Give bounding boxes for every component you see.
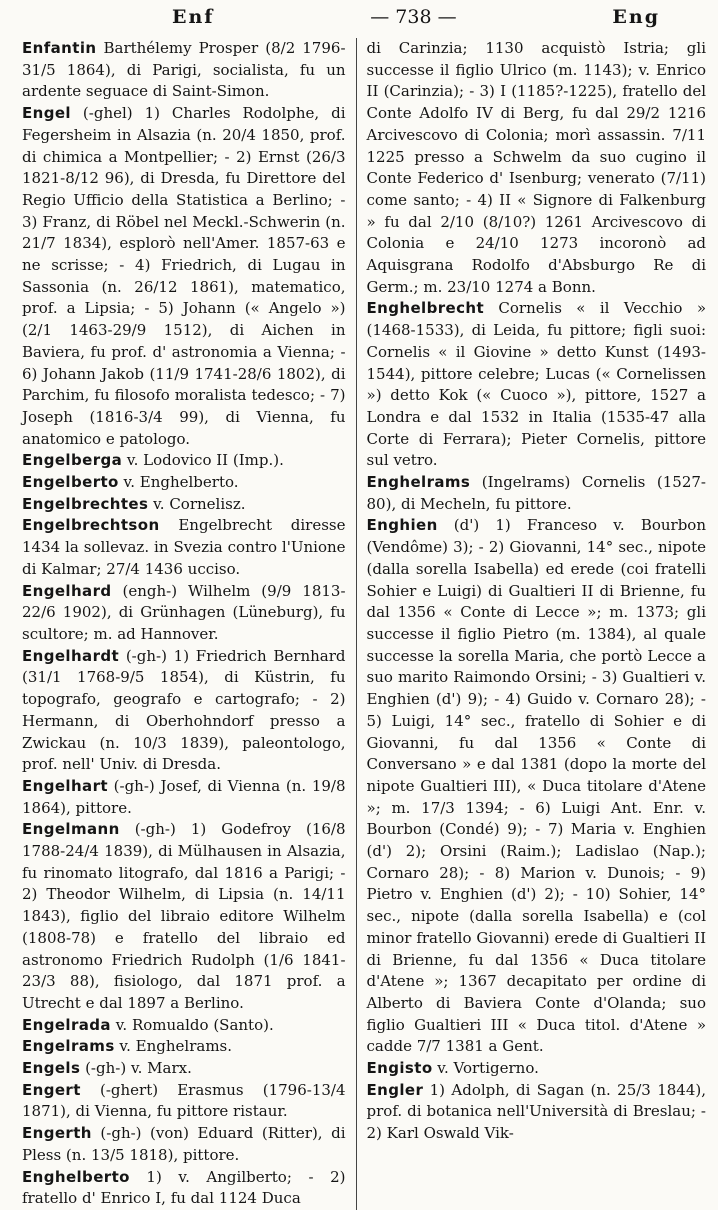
entry-text: (d') 1) Franceso v. Bourbon (Vendôme) 3); - 2) Giovanni, 14° sec., nipote (dalla sorella Isabella) ed erede (coi fratelli Sohier e Luigi) di Gualtieri II di Brienne, fu dal 1356 « Conte di Lecce »; m. 1373; gli successe il figlio Pietro (m. 1384), al quale successe la sorella Maria, che portò Lecce a suo marito Raimondo Orsini; - 3) Gualtieri v. Enghien (d') 9); - 4) Guido v. Cornaro 28); - 5) Luigi, 14° sec., fratello di Sohier e di Giovanni, fu dal 1356 « Conte di Conversano » e dal 1381 (dopo la morte del nipote Gualtieri III), « Duca titolare d'Atene »; m. 17/3 1394; - 6) Luigi Ant. Enr. v. Bourbon (Condé) 9); - 7) Maria v. Enghien (d') 2); Orsini (Raim.); Ladislao (Nap.); Cornaro 28); - 8) Marion v. Dunois; - 9) Pietro v. Enghien (d') 2); - 10) Sohier, 14° sec., nipote (dalla sorella Isabella) e (col minor fratello Giovanni) erede di Gualtieri II di Brienne, fu dal 1356 « Duca titolare d'Atene »; 1367 decapitato per ordine di Alberto di Baviera Conte d'Olanda; suo figlio Gualtieri III « Duca titol. d'Atene » cadde 7/7 1381 a Gent.: [366, 516, 706, 1056]
entry-text: (-gh-) 1) Friedrich Bernhard (31/1 1768-9/5 1854), di Küstrin, fu topografo, geografo e cartografo; - 2) Hermann, di Oberhohndorf presso a Zwickau (n. 10/3 1839), paleontologo, prof. nell' Univ. di Dresda.: [22, 646, 346, 774]
entry-headword: Engler: [366, 1080, 424, 1099]
dictionary-entry: [22, 1123, 346, 1166]
entry-headword: Engelhard: [22, 581, 112, 600]
dictionary-entry: [22, 819, 346, 1014]
entry-text: (-gh-) Josef, di Vienna (n. 19/8 1864), pittore.: [22, 776, 346, 817]
dictionary-entry: [367, 515, 706, 1058]
dictionary-entry: [22, 38, 346, 103]
entry-text: v. Romualdo (Santo).: [110, 1015, 274, 1034]
entry-headword: Engert: [22, 1080, 81, 1099]
dictionary-entry: [22, 1167, 346, 1210]
entry-headword: Engelberga: [22, 451, 123, 470]
entry-text: Barthélemy Prosper (8/2 1796-31/5 1864), di Parigi, socialista, fu un ardente seguace di Saint-Simon.: [22, 39, 346, 101]
entry-text: v. Vortigerno.: [432, 1059, 539, 1078]
entry-text: v. Cornelisz.: [148, 494, 246, 513]
entry-headword: Engelbrechtes: [22, 494, 149, 513]
dictionary-entry: [22, 1080, 346, 1123]
entry-headword: Engerth: [22, 1124, 92, 1143]
entry-headword: Enghelberto: [22, 1167, 130, 1186]
header-right-guide-word: Eng: [612, 6, 660, 28]
dictionary-entry: [22, 776, 346, 819]
entry-text: 1) Adolph, di Sagan (n. 25/3 1844), prof. di botanica nell'Università di Breslau; - 2) Karl Oswald Vik-: [366, 1080, 706, 1143]
dictionary-entry: [22, 103, 346, 450]
dictionary-entry: [367, 298, 706, 472]
entry-text: (-gh-) v. Marx.: [80, 1059, 192, 1078]
entry-text: v. Enghelberto.: [118, 473, 239, 492]
dictionary-entry: [367, 472, 706, 515]
entry-text: Cornelis « il Vecchio » (1468-1533), di Leida, fu pittore; figli suoi: Cornelis « il Giovine » detto Kunst (1493-1544), pittore celebre; Lucas (« Cornelissen ») detto Kok (« Cuoco »), pittore, 1527 a Londra e dal 1532 in Italia (1535-47 alla Corte di Ferrara); Pieter Cornelis, pittore sul vetro.: [366, 299, 706, 470]
entry-text: 1) v. Angilberto; - 2) fratello d' Enrico I, fu dal 1124 Duca: [22, 1167, 346, 1208]
entry-text: (-ghel) 1) Charles Rodolphe, di Fegersheim in Alsazia (n. 20/4 1850, prof. di chimica a Montpellier; - 2) Ernst (26/3 1821-8/12 96), di Dresda, fu Direttore del Regio Ufficio della Statistica a Berlino; - 3) Franz, di Röbel nel Meckl.-Schwerin (n. 21/7 1834), esplorò nell'Amer. 1857-63 e ne scrisse; - 4) Friedrich, di Lugau in Sassonia (n. 26/12 1861), matematico, prof. a Lipsia; - 5) Johann (« Angelo ») (2/1 1463-29/9 1512), di Aichen in Baviera, fu prof. d' astronomia a Vienna; - 6) Johann Jakob (11/9 1741-28/6 1802), di Parchim, fu filosofo moralista tedesco; - 7) Joseph (1816-3/4 99), di Vienna, fu anatomico e patologo.: [22, 104, 346, 448]
entry-headword: Engelhardt: [22, 646, 120, 665]
dictionary-entry: [367, 38, 706, 298]
dictionary-entry: [367, 1080, 706, 1145]
entry-text: Engelbrecht diresse 1434 la sollevaz. in Svezia contro l'Unione di Kalmar; 27/4 1436 ucciso.: [22, 516, 346, 578]
dictionary-entry: [22, 494, 346, 516]
dictionary-entry: [22, 472, 346, 494]
entry-text: di Carinzia; 1130 acquistò Istria; gli successe il figlio Ulrico (m. 1143); v. Enrico II (Carinzia); - 3) I (1185?-1225), fratello del Conte Adolfo IV di Berg, fu dal 29/2 1216 Arcivescovo di Colonia; morì assassin. 7/11 1225 presso a Schwelm da suo cugino il Conte Federico d' Isenburg; venerato (7/11) come santo; - 4) II « Signore di Falkenburg » fu dal 2/10 (8/10?) 1261 Arcivescovo di Colonia e 24/10 1273 incoronò ad Aquisgrana Rodolfo d'Absburgo Re di Germ.; m. 23/10 1274 a Bonn.: [366, 39, 706, 296]
dictionary-entry: [22, 450, 346, 472]
entry-text: (-ghert) Erasmus (1796-13/4 1871), di Vienna, fu pittore ristaur.: [22, 1080, 346, 1121]
entry-headword: Enghelbrecht: [366, 299, 485, 318]
entry-headword: Engelrada: [22, 1015, 111, 1034]
entry-text: v. Lodovico II (Imp.).: [122, 451, 284, 470]
dictionary-entry: [22, 1015, 346, 1037]
entry-headword: Engisto: [366, 1059, 433, 1078]
dictionary-entry: [22, 646, 346, 776]
entry-headword: Enfantin: [22, 39, 97, 57]
dictionary-entry: [22, 515, 346, 580]
left-column: [22, 38, 356, 1210]
entry-text: v. Enghelrams.: [114, 1037, 233, 1056]
entry-headword: Engelhart: [22, 776, 108, 795]
right-column: [357, 38, 706, 1210]
entry-headword: Enghelrams: [366, 473, 471, 492]
dictionary-entry: [22, 1036, 346, 1058]
entry-headword: Enghien: [366, 516, 438, 535]
header-left-guide-word: Enf: [172, 6, 215, 28]
entry-headword: Engelrams: [22, 1037, 115, 1056]
entry-headword: Engelberto: [22, 473, 119, 492]
entry-headword: Engel: [22, 104, 71, 123]
entry-headword: Engelmann: [22, 820, 120, 839]
entry-text: (-gh-) (von) Eduard (Ritter), di Pless (n. 13/5 1818), pittore.: [22, 1124, 346, 1164]
entry-headword: Engels: [22, 1059, 81, 1078]
entry-text: (Ingelrams) Cornelis (1527-80), di Mecheln, fu pittore.: [366, 473, 706, 513]
entry-text: (engh-) Wilhelm (9/9 1813-22/6 1902), di Grünhagen (Lüneburg), fu scultore; m. ad Hannover.: [22, 581, 346, 643]
page-number: — 738 —: [370, 6, 457, 28]
dictionary-entry: [367, 1058, 706, 1080]
dictionary-entry: [22, 581, 346, 646]
dictionary-entry: [22, 1058, 346, 1080]
entry-headword: Engelbrechtson: [22, 516, 160, 535]
entry-text: (-gh-) 1) Godefroy (16/8 1788-24/4 1839), di Mülhausen in Alsazia, fu rinomato litografo, dal 1816 a Parigi; - 2) Theodor Wilhelm, di Lipsia (n. 14/11 1843), figlio del libraio editore Wilhelm (1808-78) e fratello del libraio ed astronomo Friedrich Rudolph (1/6 1841-23/3 88), fisiologo, dal 1871 prof. a Utrecht e dal 1897 a Berlino.: [22, 820, 346, 1012]
page-header: [22, 4, 706, 30]
columns: [22, 38, 706, 1210]
